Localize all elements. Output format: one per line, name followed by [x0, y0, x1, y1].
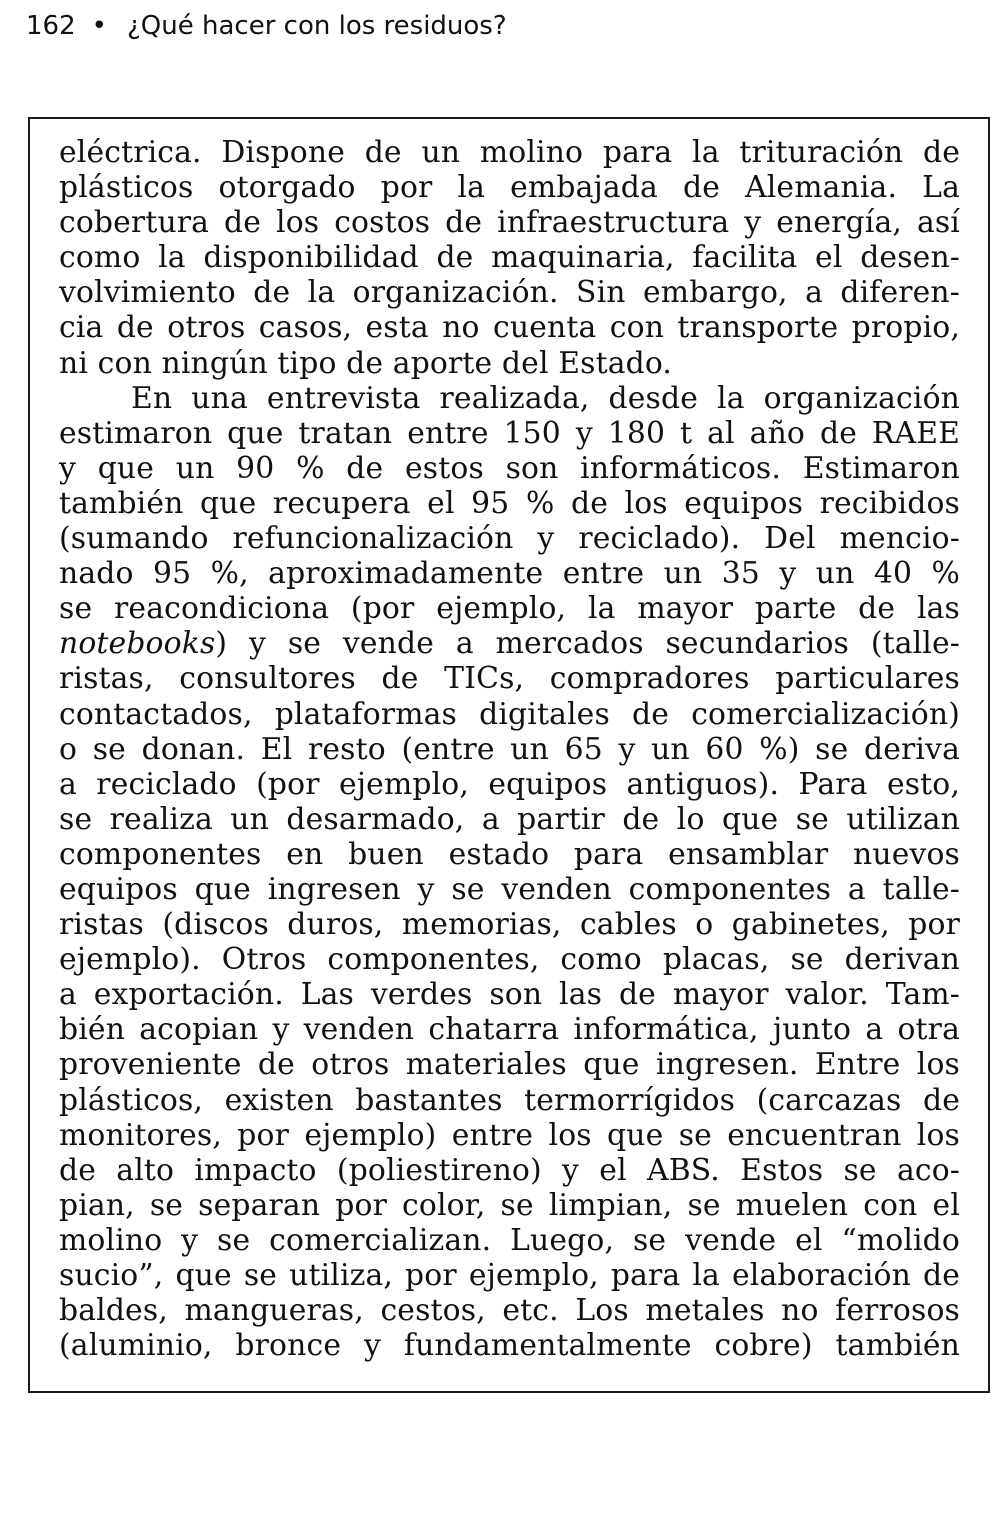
text-line: también que recupera el 95 % de los equipos recibidos: [59, 485, 960, 521]
text-line: monitores, por ejemplo) entre los que se encuentran los: [59, 1117, 960, 1153]
text-line: bién acopian y venden chatarra informática, junto a otra: [59, 1012, 960, 1048]
text-line: se reacondiciona (por ejemplo, la mayor parte de las: [59, 591, 960, 627]
boxed-text-frame: [28, 117, 990, 1393]
text-line: ristas, consultores de TICs, compradores particulares: [59, 661, 960, 697]
bullet-separator: •: [91, 11, 107, 41]
text-line: ristas (discos duros, memorias, cables o gabinetes, por: [59, 907, 960, 943]
text-line: estimaron que tratan entre 150 y 180 t al año de RAEE: [59, 415, 960, 451]
text-line: ejemplo). Otros componentes, como placas, se derivan: [59, 942, 960, 978]
running-header: [26, 8, 507, 44]
body-text: [59, 135, 960, 1363]
text-line: pian, se separan por color, se limpian, se muelen con el: [59, 1187, 960, 1223]
text-line: a exportación. Las verdes son las de mayor valor. Tam-: [59, 977, 960, 1013]
text-line: se realiza un desarmado, a partir de lo que se utilizan: [59, 801, 960, 837]
text-line: sucio”, que se utiliza, por ejemplo, para la elaboración de: [59, 1258, 960, 1293]
text-line: En una entrevista realizada, desde la organización: [131, 380, 960, 416]
text-line: cia de otros casos, esta no cuenta con transporte propio,: [59, 310, 960, 346]
text-line: plásticos, existen bastantes termorrígidos (carcazas de: [59, 1082, 960, 1118]
text-line-with-italic: [59, 626, 960, 661]
text-line: (sumando refuncionalización y reciclado). Del mencio-: [59, 521, 960, 557]
text-line: ni con ningún tipo de aporte del Estado.: [59, 345, 673, 381]
text-line: (aluminio, bronce y fundamentalmente cobre) también: [59, 1328, 960, 1364]
text-line: proveniente de otros materiales que ingresen. Entre los: [59, 1047, 960, 1083]
text-line: contactados, plataformas digitales de comercialización): [59, 696, 960, 732]
text-line: equipos que ingresen y se venden componentes a talle-: [59, 871, 960, 907]
paragraph-1: [59, 135, 960, 381]
italic-term: notebooks: [59, 626, 216, 662]
text-line: cobertura de los costos de infraestructura y energía, así: [59, 205, 960, 241]
text-line: molino y se comercializan. Luego, se vende el “molido: [59, 1222, 960, 1258]
text-line: a reciclado (por ejemplo, equipos antiguos). Para esto,: [59, 766, 960, 802]
paragraph-2: [59, 381, 960, 1364]
text-line: volvimiento de la organización. Sin embargo, a diferen-: [59, 275, 960, 311]
text-line: nado 95 %, aproximadamente entre un 35 y un 40 %: [59, 556, 960, 592]
text-line: como la disponibilidad de maquinaria, facilita el desen-: [59, 240, 960, 276]
text-line: eléctrica. Dispone de un molino para la trituración de: [59, 135, 960, 170]
text-line-rest: ) y se vende a mercados secundarios (talle-: [215, 626, 960, 662]
running-title: ¿Qué hacer con los residuos?: [126, 11, 507, 41]
text-line: baldes, mangueras, cestos, etc. Los metales no ferrosos: [59, 1293, 960, 1329]
text-line: plásticos otorgado por la embajada de Alemania. La: [59, 170, 960, 206]
text-line: y que un 90 % de estos son informáticos. Estimaron: [59, 450, 960, 486]
text-line: componentes en buen estado para ensamblar nuevos: [59, 836, 960, 872]
text-line: de alto impacto (poliestireno) y el ABS. Estos se aco-: [59, 1152, 960, 1188]
page-number: 162: [26, 11, 76, 41]
text-line: o se donan. El resto (entre un 65 y un 60 %) se deriva: [59, 731, 960, 767]
